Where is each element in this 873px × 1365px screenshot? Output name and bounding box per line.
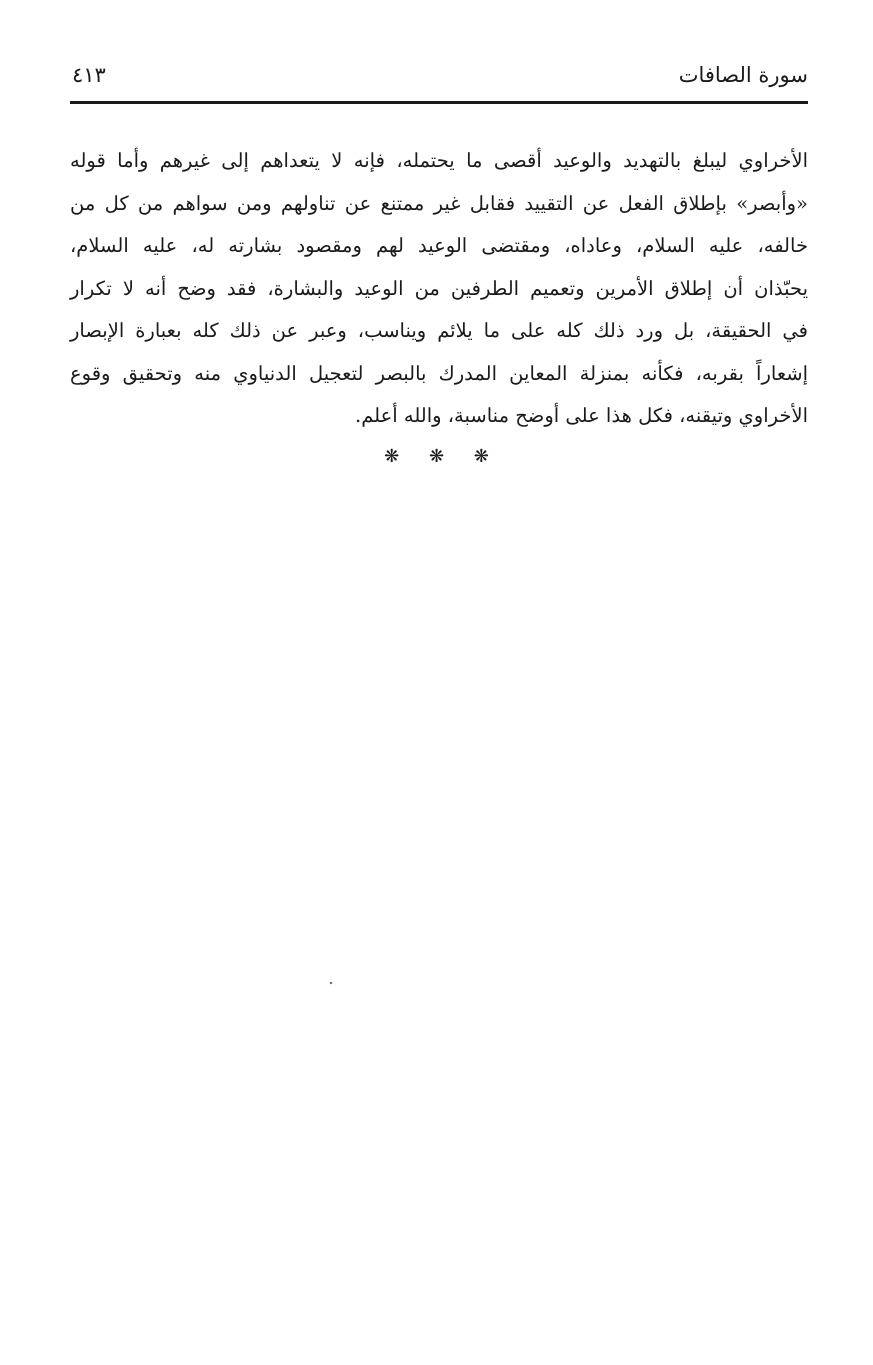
section-separator — [0, 446, 873, 467]
asterism-mark: ❋ — [428, 446, 445, 467]
text-line: الأخراوي ليبلغ بالتهديد والوعيد أقصى ما يحتمله، فإنه لا يتعداهم إلى غيرهم وأما قوله — [70, 149, 808, 172]
text-line: خالفه، عليه السلام، وعاداه، ومقتضى الوعيد لهم ومقصود بشارته له، عليه السلام، — [70, 234, 808, 257]
running-head-surah-title: سورة الصافات — [678, 63, 808, 87]
body-paragraph — [70, 140, 808, 438]
asterism-mark: ❋ — [473, 446, 489, 467]
text-line-last: الأخراوي وتيقنه، فكل هذا على أوضح مناسبة، والله أعلم. — [355, 404, 808, 427]
text-line: في الحقيقة، بل ورد ذلك كله على ما يلائم ويناسب، وعبر عن ذلك كله بعبارة الإبصار — [70, 319, 808, 342]
text-line: «وأبصر» بإطلاق الفعل عن التقييد فقابل غير ممتنع عن تناولهم ومن سواهم من كل من — [70, 191, 808, 215]
page-number: ٤١٣ — [72, 63, 106, 87]
header-rule — [70, 101, 808, 104]
asterism-mark: ❋ — [384, 446, 400, 467]
text-line: يحبّذان أن إطلاق الأمرين وتعميم الطرفين من الوعيد والبشارة، فقد وضح أنه لا تكرار — [70, 276, 808, 300]
scan-speck — [330, 982, 333, 985]
text-line: إشعاراً بقربه، فكأنه بمنزلة المعاين المدرك بالبصر لتعجيل الدنياوي منه وتحقيق وقوع — [70, 361, 808, 385]
page-header — [70, 60, 808, 100]
